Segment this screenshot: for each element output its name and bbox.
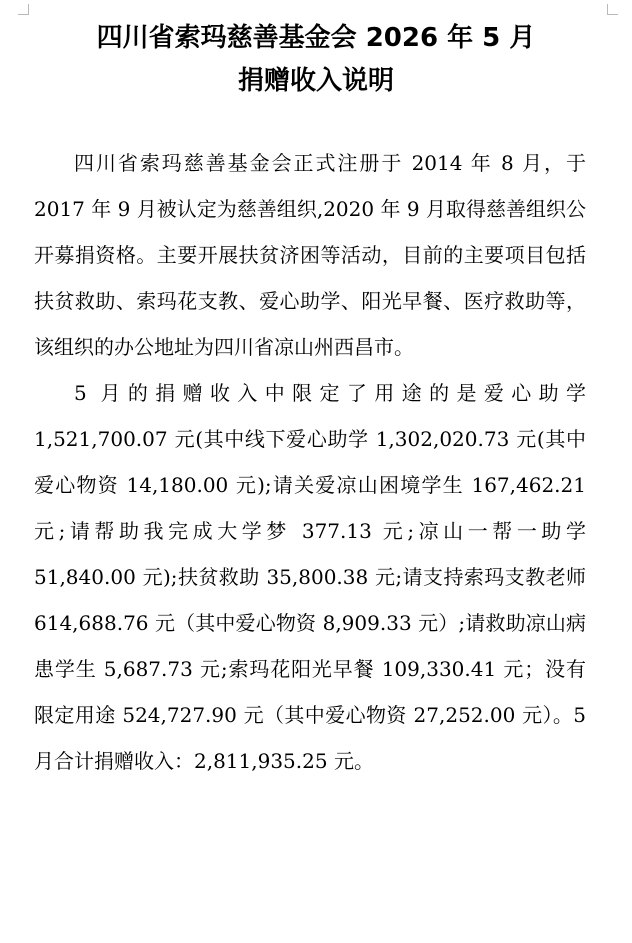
- paragraph-organization-intro: 四川省索玛慈善基金会正式注册于 2014 年 8 月，于 2017 年 9 月被认定为慈善组织,2020 年 9 月取得慈善组织公开募捐资格。主要开展扶贫济困等活动，目前的主要项目包括扶贫救助、索玛花支教、爱心助学、阳光早餐、医疗救助等，该组织的办公地址为四川省凉山州西昌市。: [34, 151, 586, 359]
- page-corner-mark-right: [607, 4, 618, 15]
- document-body: [34, 140, 586, 784]
- paragraph-donation-income: 5 月的捐赠收入中限定了用途的是爱心助学 1,521,700.07 元(其中线下爱心助学 1,302,020.73 元(其中爱心物资 14,180.00 元);请关爱凉山困境学生 167,462.21 元;请帮助我完成大学梦 377.13 元;凉山一帮一助学 51,840.00 元);扶贫救助 35,800.38 元;请支持索玛支教老师 614,688.76 元（其中爱心物资 8,909.33 元）;请救助凉山病患学生 5,687.73 元;索玛花阳光早餐 109,330.41 元；没有限定用途 524,727.90 元（其中爱心物资 27,252.00 元）。5 月合计捐赠收入：2,811,935.25 元。: [34, 381, 586, 773]
- document-title-line-1: 四川省索玛慈善基金会 2026 年 5 月: [96, 23, 536, 53]
- page-corner-mark-left: [18, 4, 29, 15]
- document-title-line-2: 捐赠收入说明: [237, 66, 394, 96]
